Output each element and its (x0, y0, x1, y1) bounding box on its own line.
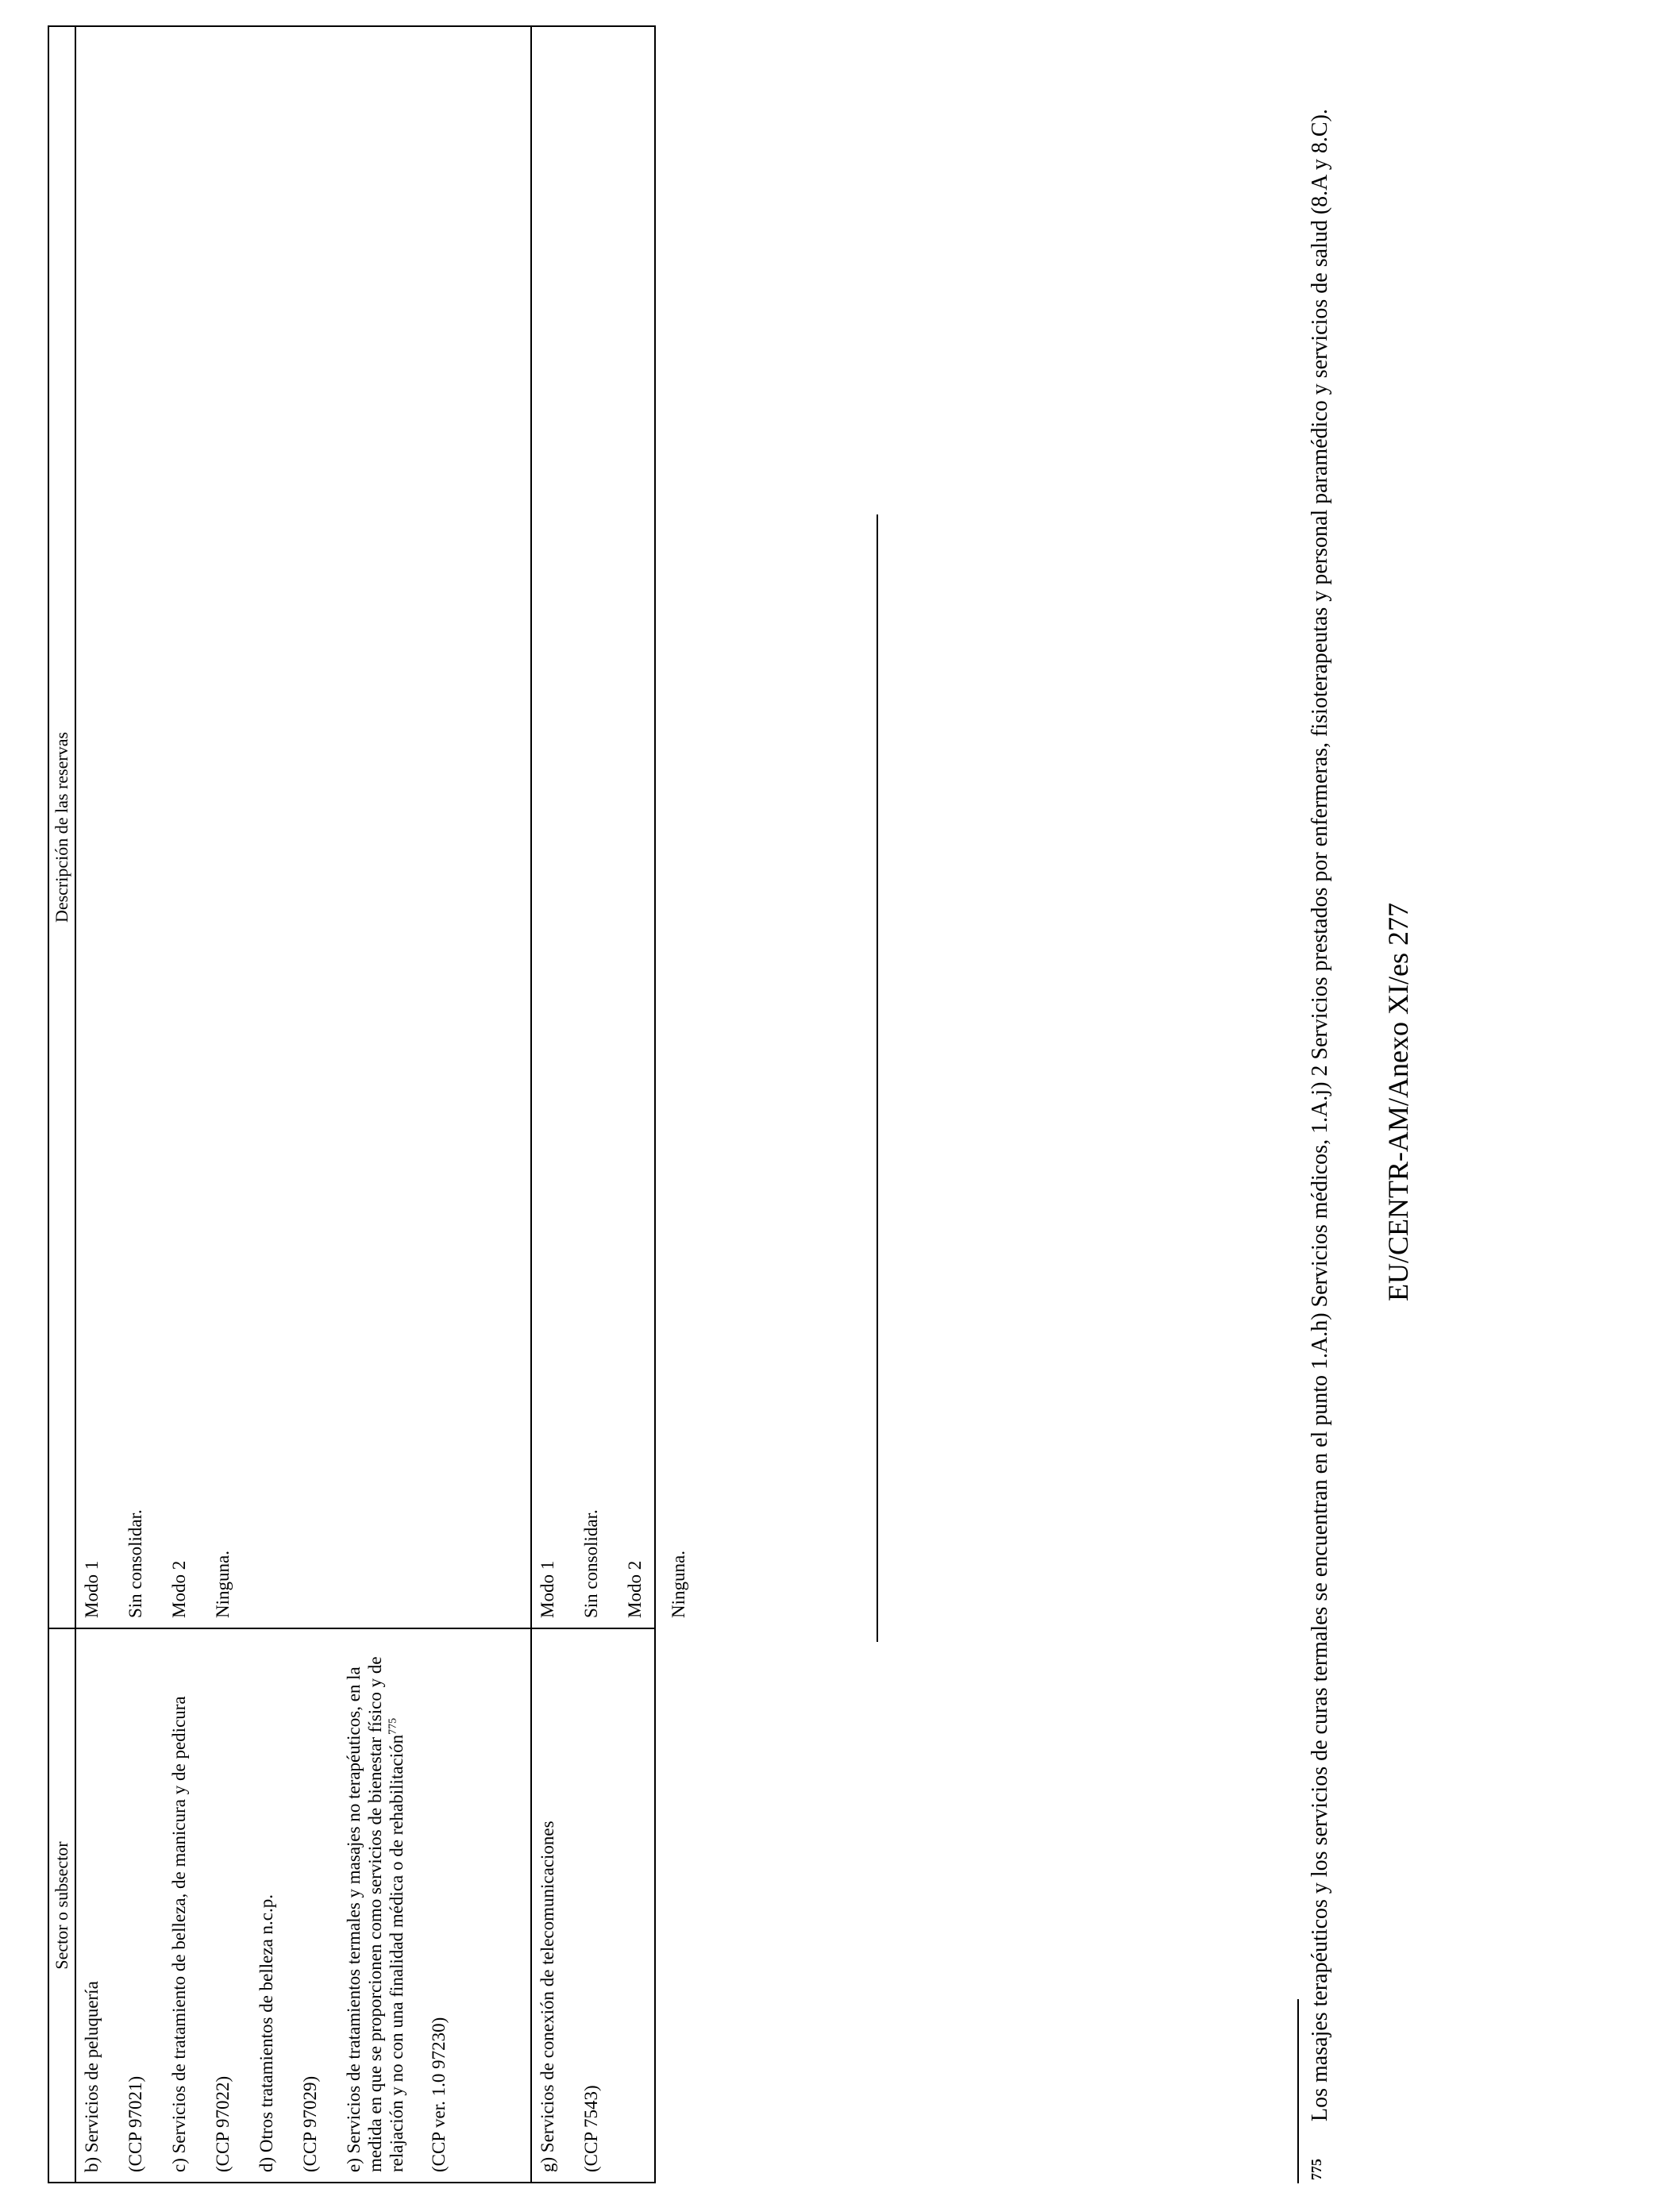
sector-code: (CCP 97021) (125, 2075, 145, 2172)
row1-description-cell (81, 38, 233, 1618)
header-divider (75, 27, 76, 2182)
page-reference: EU/CENTR-AM/Anexo XI/es 277 (1382, 903, 1414, 1301)
row2-sector-cell (537, 1642, 602, 2172)
mode-value: Sin consolidar. (581, 1509, 601, 1618)
mode-value: Ninguna. (213, 1551, 233, 1618)
footnote-ref: 775 (387, 1717, 399, 1735)
sector-code: (CCP 7543) (581, 2085, 601, 2172)
sector-item-hairdressing: b) Servicios de peluquería (82, 1981, 102, 2172)
column-divider (49, 1628, 654, 1629)
footnote-number: 775 (1308, 2159, 1324, 2180)
mode-value: Sin consolidar. (125, 1509, 145, 1618)
sector-item-beauty-treatment: c) Servicios de tratamiento de belleza, de manicura y de pedicura (169, 1696, 189, 2172)
sector-code: (CCP 97022) (213, 2075, 233, 2172)
header-description: Descripción de las reservas (52, 731, 71, 923)
sector-item-telecom: g) Servicios de conexión de telecomunicaciones (538, 1821, 557, 2172)
section-separator (877, 514, 878, 1642)
sector-item-spa-massage (343, 1642, 407, 2172)
mode-value: Ninguna. (669, 1551, 688, 1618)
sector-code: (CCP ver. 1.0 97230) (429, 2017, 449, 2172)
sector-code: (CCP 97029) (300, 2075, 320, 2172)
footnote-rule (1297, 1999, 1299, 2183)
row1-sector-cell (81, 1642, 449, 2172)
mode-label: Modo 1 (82, 1560, 102, 1618)
mode-label: Modo 2 (625, 1560, 645, 1618)
row2-description-cell (537, 38, 689, 1618)
mode-label: Modo 1 (538, 1560, 557, 1618)
mode-label: Modo 2 (169, 1560, 189, 1618)
footnote-text: Los masajes terapéuticos y los servicios de curas termales se encuentran en el punto 1.A.h) Servicios médicos, 1.A.j) 2 Servicios prestados por enfermeras, fisioterapeutas y personal paramédico y servicios de salud (8.A y 8.C). (1308, 109, 1332, 2121)
spa-massage-text: e) Servicios de tratamientos termales y masajes no terapéuticos, en la medida en que se proporcionen como servicios de bienestar físico y de relajación y no con una finalidad médica o de rehabilitación (344, 1656, 407, 2172)
reservations-table (48, 25, 688, 2183)
row-divider (530, 27, 532, 2182)
header-sector: Sector o subsector (52, 1841, 71, 1970)
sector-item-other-beauty: d) Otros tratamientos de belleza n.c.p. (256, 1894, 276, 2172)
